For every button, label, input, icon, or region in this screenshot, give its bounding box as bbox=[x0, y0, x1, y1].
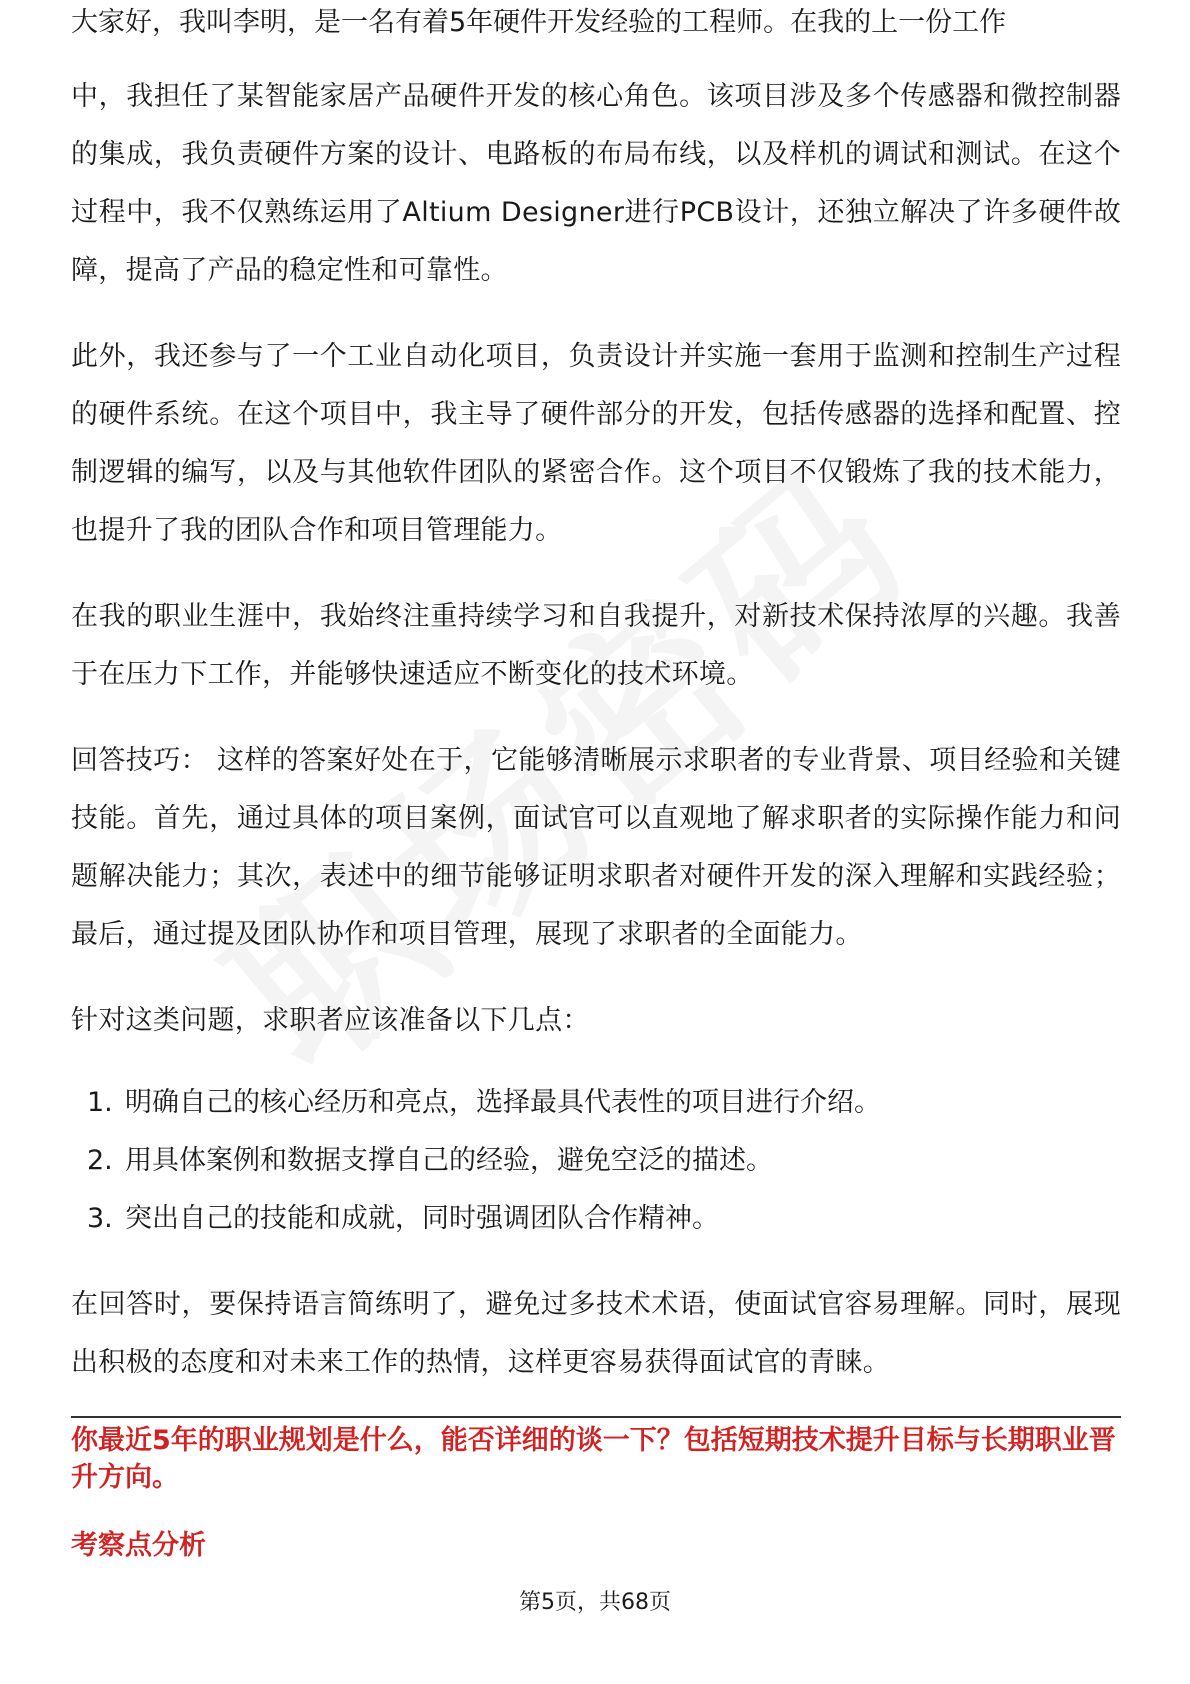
paragraph-closing: 在回答时，要保持语言简练明了，避免过多技术术语，使面试官容易理解。同时，展现出积极的态度和对未来工作的热情，这样更容易获得面试官的青睐。 bbox=[71, 1289, 1121, 1378]
page-footer: 第5页，共68页 bbox=[519, 1590, 671, 1615]
paragraph-answer-tips: 回答技巧： 这样的答案好处在于，它能够清晰展示求职者的专业背景、项目经验和关键技能。首先，通过具体的项目案例，面试官可以直观地了解求职者的实际操作能力和问题解决能力；其次，表述中的细节能够证明求职者对硬件开发的深入理解和实践经验；最后，通过提及团队协作和项目管理，展现了求职者的全面能力。 bbox=[71, 745, 1121, 950]
paragraph-career-learning: 在我的职业生涯中，我始终注重持续学习和自我提升，对新技术保持浓厚的兴趣。我善于在压力下工作，并能够快速适应不断变化的技术环境。 bbox=[71, 601, 1121, 690]
document-body bbox=[71, 7, 1121, 1420]
paragraph-project-industrial: 此外，我还参与了一个工业自动化项目，负责设计并实施一套用于监测和控制生产过程的硬件系统。在这个项目中，我主导了硬件部分的开发，包括传感器的选择和配置、控制逻辑的编写，以及与其他软件团队的紧密合作。这个项目不仅锻炼了我的技术能力，也提升了我的团队合作和项目管理能力。 bbox=[71, 341, 1121, 546]
section-divider bbox=[71, 1416, 1121, 1418]
cut-off-line: 大家好，我叫李明，是一名有着5年硬件开发经验的工程师。在我的上一份工作 bbox=[71, 7, 1007, 38]
question-heading: 你最近5年的职业规划是什么，能否详细的谈一下？包括短期技术提升目标与长期职业晋升方向。 bbox=[71, 1425, 1116, 1493]
paragraph-project-smart-home: 中，我担任了某智能家居产品硬件开发的核心角色。该项目涉及多个传感器和微控制器的集成，我负责硬件方案的设计、电路板的布局布线，以及样机的调试和测试。在这个过程中，我不仅熟练运用了Altium Designer进行PCB设计，还独立解决了许多硬件故障，提高了产品的稳定性和可靠性。 bbox=[71, 81, 1121, 286]
list-item: 2. 用具体案例和数据支撑自己的经验，避免空泛的描述。 bbox=[87, 1145, 773, 1176]
list-item: 3. 突出自己的技能和成就，同时强调团队合作精神。 bbox=[87, 1203, 719, 1234]
paragraph-prepare-intro: 针对这类问题，求职者应该准备以下几点： bbox=[71, 1005, 590, 1036]
tips-list bbox=[71, 1074, 1121, 1248]
analysis-heading: 考察点分析 bbox=[71, 1530, 206, 1561]
list-item: 1. 明确自己的核心经历和亮点，选择最具代表性的项目进行介绍。 bbox=[87, 1087, 881, 1118]
